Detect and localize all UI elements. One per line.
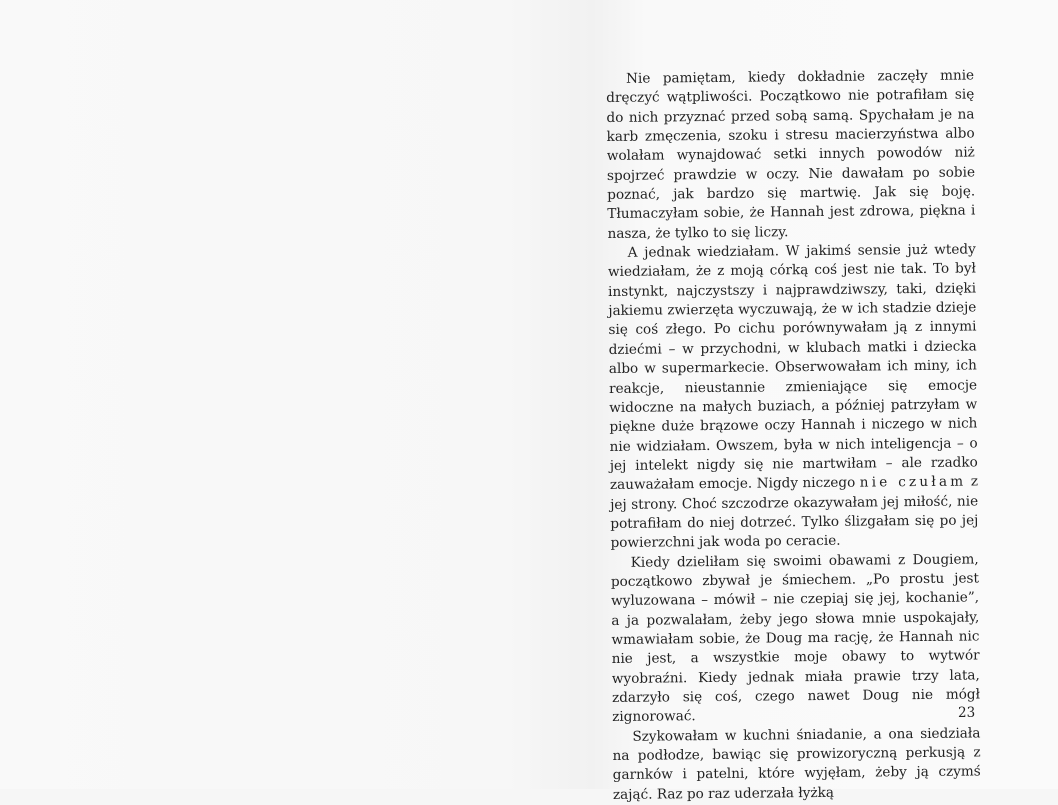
right-page <box>580 0 1058 803</box>
paragraph-2-before-emphasis: A jednak wiedziałam. W jakimś sensie już wtedy wiedziałam, że z moją córką coś jest nie tak. To był instynkt, najczystszy i najprawdziwszy, taki, dzięki jakiemu zwierzęta wyczuwają, że w ich stadzie dzieje się coś złego. Po cichu porównywałam ją z innymi dziećmi – w przychodni, w klubach matki i dziecka albo w supermarkecie. Obserwowałam ich miny, ich reakcje, nieustannie zmieniające się emocje widoczne na małych buziach, a później patrzyłam w piękne duże brązowe oczy Hannah i niczego w nich nie widziałam. Owszem, była w nich inteligencja – o jej intelekt nigdy się nie martwiłam – ale rzadko zauważałam emocje. Nigdy niczego <box>607 241 978 494</box>
paragraph-3: Kiedy dzieliłam się swoimi obawami z Dougiem, początkowo zbywał je śmiechem. „Po prostu jest wyluzowana – mówił – nie czepiaj się jej, kochanie”, a ja pozwalałam, żeby jego słowa mnie uspokajały, wmawiałam sobie, że Doug ma rację, że Hannah nic nie jest, a wszystkie moje obawy to wytwór wyobraźni. Kiedy jednak miała prawie trzy lata, zdarzyło się coś, czego nawet Doug nie mógł zignorować. <box>610 551 981 726</box>
paragraph-2 <box>608 241 979 554</box>
spaced-emphasis: nie czułam <box>859 473 967 491</box>
page-number: 23 <box>958 705 976 721</box>
paragraph-2-after-emphasis: z jej strony. Choć szczodrze okazywałam jej miłość, nie potrafiłam do niej dotrzeć. Tylko ślizgałam się po jej powierzchni jak woda po ceracie. <box>610 473 979 552</box>
paragraph-1: Nie pamiętam, kiedy dokładnie zaczęły mnie dręczyć wątpliwości. Początkowo nie potrafiłam się do nich przyznać przed sobą samą. Spychałam je na karb zmęczenia, szoku i stresu macierzyństwa albo wolałam wynajdować setki innych powodów niż spojrzeć prawdzie w oczy. Nie dawałam po sobie poznać, jak bardzo się martwię. Jak się boję. Tłumaczyłam sobie, że Hannah jest zdrowa, piękna i nasza, że tylko to się liczy. <box>606 67 976 242</box>
paragraph-4: Szykowałam w kuchni śniadanie, a ona siedziała na podłodze, bawiąc się prowizoryczną perkusją z garnków i patelni, które wyjęłam, żeby ją czymś zająć. Raz po raz uderzała łyżką <box>612 725 981 803</box>
body-text <box>606 66 981 805</box>
